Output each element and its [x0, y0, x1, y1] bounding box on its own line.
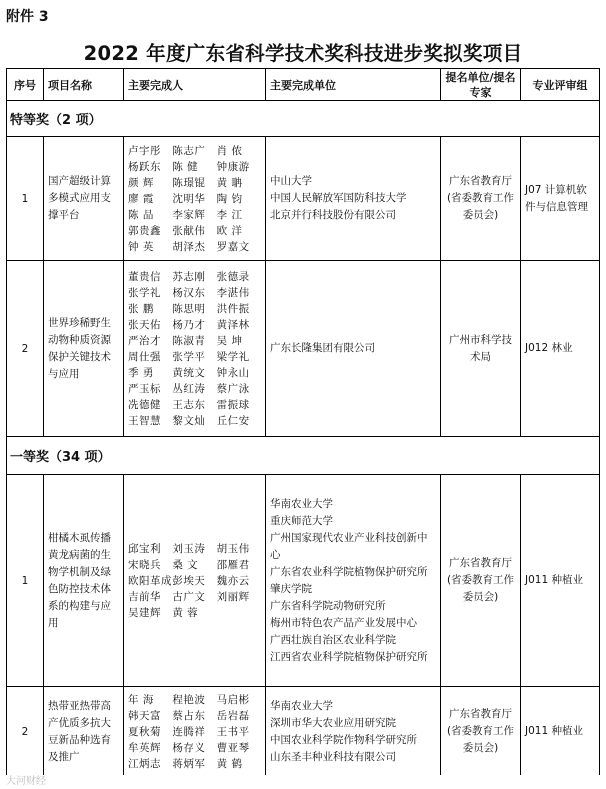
unit-name: 肇庆学院	[270, 582, 312, 595]
person-name: 雷振球	[216, 398, 250, 411]
person-name: 洪件振	[216, 302, 250, 315]
person-name: 张天佑	[128, 318, 161, 331]
unit-name: 中国人民解放军国防科技大学	[270, 192, 407, 204]
table-row	[7, 137, 600, 261]
person-name: 岳岩磊	[216, 709, 250, 722]
person-name: 江炳志	[128, 757, 161, 770]
person-name: 严治才	[128, 334, 161, 347]
table-row	[7, 261, 600, 437]
person-name: 王书平	[216, 725, 250, 738]
row-no: 2	[7, 687, 44, 777]
person-name: 黄 聃	[216, 176, 243, 189]
award-table	[6, 68, 600, 777]
person-name: 陈淑青	[172, 334, 206, 347]
person-name: 黄统文	[172, 366, 206, 379]
person-name: 陶 钧	[216, 192, 243, 205]
person-name: 李家辉	[172, 208, 206, 221]
person-name: 颜 辉	[128, 176, 154, 189]
person-name: 黄 鹤	[216, 757, 243, 770]
person-name: 年 海	[128, 693, 154, 706]
person-name: 陈 健	[172, 160, 199, 173]
person-name: 张学礼	[128, 286, 161, 299]
person-name: 张献伟	[172, 224, 206, 237]
table-row	[7, 687, 600, 777]
section-row	[7, 437, 600, 475]
person-name: 苏志刚	[172, 270, 206, 283]
person-name: 刘丽辉	[216, 590, 250, 603]
person-name	[217, 605, 261, 621]
nominator-cell: 广东省教育厅(省委教育工作委员会)	[441, 137, 521, 261]
people-cell	[124, 137, 266, 261]
attachment-label: 附件 3	[6, 9, 49, 25]
row-no: 2	[7, 261, 44, 437]
unit-name: 重庆师范大学	[270, 514, 333, 527]
nominator-cell: 广东省教育厅(省委教育工作委员会)	[441, 475, 521, 687]
person-name: 钟永山	[216, 366, 250, 379]
person-name: 陈璟锟	[172, 176, 206, 189]
unit-name: 广东省科学院动物研究所	[270, 599, 386, 612]
person-name: 王智慧	[128, 414, 161, 427]
people-cell	[124, 687, 266, 777]
section-row	[7, 101, 600, 137]
unit-name: 广东长隆集团有限公司	[270, 342, 375, 354]
person-name: 彭埃天	[172, 574, 206, 587]
person-name: 沈明华	[172, 192, 206, 205]
person-name: 严玉标	[128, 382, 161, 395]
person-name: 季 勇	[128, 366, 154, 379]
person-name: 王志东	[172, 398, 206, 411]
table-header-row	[7, 69, 600, 101]
person-name: 曹亚琴	[216, 741, 250, 754]
person-name: 张德录	[216, 270, 250, 283]
person-name: 胡泽杰	[172, 240, 206, 253]
person-name: 古广文	[172, 590, 206, 603]
units-cell	[266, 137, 441, 261]
person-name: 黄 蓉	[172, 606, 199, 619]
unit-name: 梅州市特色农产品产业发展中心	[270, 616, 417, 629]
person-name: 冼德健	[128, 398, 161, 411]
unit-name: 华南农业大学	[270, 699, 333, 712]
person-name: 陈志广	[172, 144, 206, 157]
person-name: 张学平	[172, 350, 206, 363]
unit-name: 广西壮族自治区农业科学院	[270, 633, 396, 646]
person-name: 杨汉东	[172, 286, 206, 299]
row-no: 1	[7, 475, 44, 687]
header-units: 主要完成单位	[266, 69, 441, 101]
header-group: 专业评审组	[521, 69, 600, 101]
header-people: 主要完成人	[124, 69, 266, 101]
person-name: 魏亦云	[216, 574, 250, 587]
person-name: 邱宝利	[128, 542, 161, 555]
units-cell	[266, 687, 441, 777]
units-cell	[266, 261, 441, 437]
unit-name: 江西省农业科学院植物保护研究所	[270, 650, 428, 663]
unit-name: 中国农业科学院作物科学研究所	[270, 733, 417, 746]
project-name: 柑橘木虱传播黄龙病菌的生物学机制及绿色防控技术体系的构建与应用	[44, 475, 124, 687]
person-name: 陈思明	[172, 302, 206, 315]
person-name: 欧 洋	[216, 224, 243, 237]
person-name: 程艳波	[172, 693, 206, 706]
person-name: 马启彬	[216, 693, 250, 706]
person-name: 夏秋菊	[128, 725, 161, 738]
nominator-cell: 广东省教育厅(省委教育工作委员会)	[441, 687, 521, 777]
unit-name: 深圳市华大农业应用研究院	[270, 716, 396, 729]
unit-name: 广州国家现代农业产业科技创新中心	[270, 531, 428, 561]
person-name: 蔡广泳	[216, 382, 250, 395]
unit-name: 北京并行科技股份有限公司	[270, 209, 396, 221]
person-name: 黄泽林	[216, 318, 250, 331]
group-cell: J07 计算机软件与信息管理	[521, 137, 600, 261]
people-cell	[124, 475, 266, 687]
watermark: 大河财经	[6, 776, 46, 787]
section-label: 特等奖（2 项）	[7, 101, 600, 137]
person-name: 陈 品	[128, 208, 154, 221]
person-name: 杨乃才	[172, 318, 206, 331]
person-name: 钟 英	[128, 240, 154, 253]
person-name: 梁学礼	[216, 350, 250, 363]
person-name: 杨跃东	[128, 160, 161, 173]
person-name: 韩天富	[128, 709, 161, 722]
header-no: 序号	[7, 69, 44, 101]
page-bottom	[0, 775, 606, 789]
project-name: 世界珍稀野生动物种质资源保护关键技术与应用	[44, 261, 124, 437]
group-cell: J011 种植业	[521, 475, 600, 687]
person-name: 郭贵鑫	[128, 224, 161, 237]
person-name: 桑 文	[172, 558, 199, 571]
person-name: 欧阳革成	[128, 574, 172, 587]
unit-name: 中山大学	[270, 175, 312, 187]
page-title: 2022 年度广东省科学技术奖科技进步奖拟奖项目	[83, 42, 523, 65]
person-name: 蔡占东	[172, 709, 206, 722]
person-name: 罗嘉文	[216, 240, 250, 253]
people-cell	[124, 261, 266, 437]
person-name: 周仕强	[128, 350, 161, 363]
project-name: 热带亚热带高产优质多抗大豆新品种选育及推广	[44, 687, 124, 777]
person-name: 连腾祥	[172, 725, 206, 738]
row-no: 1	[7, 137, 44, 261]
person-name: 杨存义	[172, 741, 206, 754]
project-name: 国产超级计算多模式应用支撑平台	[44, 137, 124, 261]
person-name: 宋晓兵	[128, 558, 161, 571]
person-name: 李 江	[216, 208, 243, 221]
person-name: 肖 侬	[216, 144, 243, 157]
person-name: 黎文灿	[172, 414, 206, 427]
person-name: 丘仁安	[216, 414, 250, 427]
person-name: 吉前华	[128, 590, 161, 603]
table-row	[7, 475, 600, 687]
unit-name: 广东省农业科学院植物保护研究所	[270, 565, 428, 578]
person-name: 李湛伟	[216, 286, 250, 299]
person-name: 钟康游	[216, 160, 250, 173]
group-cell: J011 种植业	[521, 687, 600, 777]
units-cell	[266, 475, 441, 687]
nominator-cell: 广州市科学技术局	[441, 261, 521, 437]
person-name: 刘玉涛	[172, 542, 206, 555]
person-name: 吴 坤	[216, 334, 243, 347]
person-name: 廖 霞	[128, 192, 154, 205]
person-name: 张 鹏	[128, 302, 154, 315]
section-label: 一等奖（34 项）	[7, 437, 600, 475]
person-name: 吴建辉	[128, 606, 161, 619]
person-name: 卢宇彤	[128, 144, 161, 157]
person-name: 丛红涛	[172, 382, 206, 395]
unit-name: 山东圣丰种业科技有限公司	[270, 750, 396, 763]
person-name: 牟英辉	[128, 741, 161, 754]
group-cell: J012 林业	[521, 261, 600, 437]
person-name: 蒋炳军	[172, 757, 206, 770]
person-name: 邵雁君	[216, 558, 250, 571]
unit-name: 华南农业大学	[270, 497, 333, 510]
person-name: 董贵信	[128, 270, 161, 283]
header-nominator: 提名单位/提名专家	[441, 69, 521, 101]
header-project: 项目名称	[44, 69, 124, 101]
person-name: 胡玉伟	[216, 542, 250, 555]
